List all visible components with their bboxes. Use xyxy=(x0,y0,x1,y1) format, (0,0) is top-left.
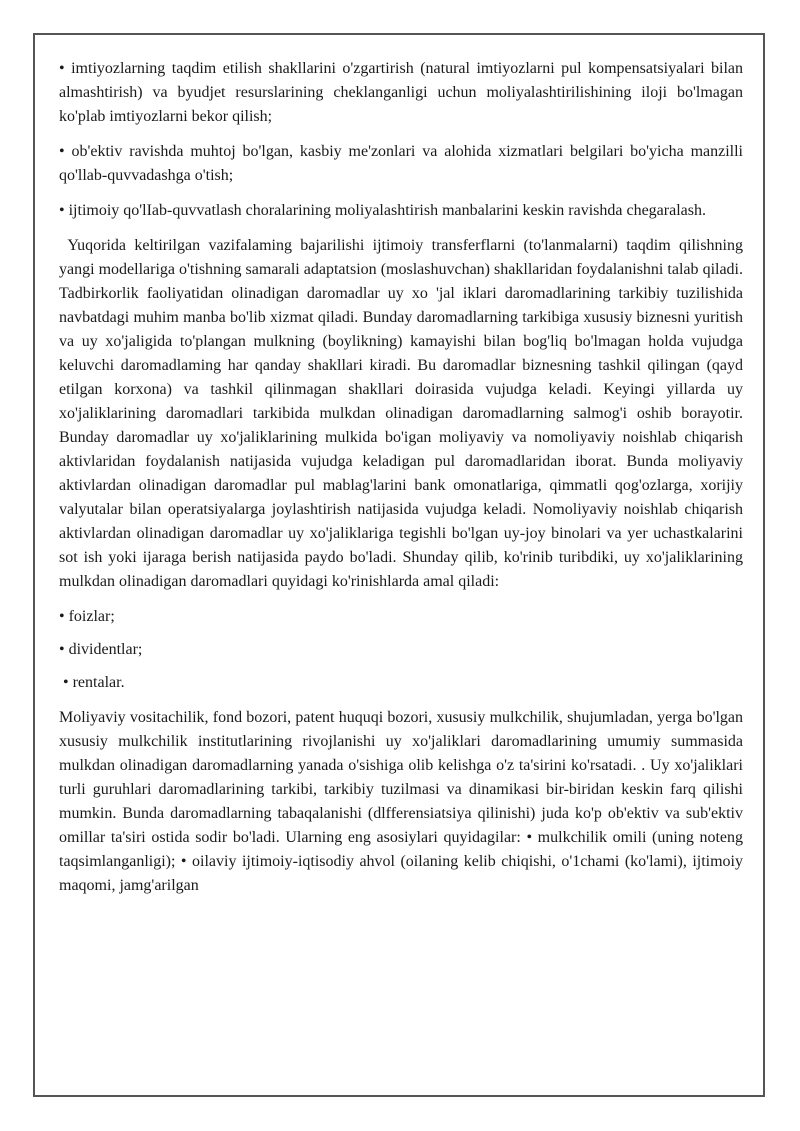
body-paragraph-income-sources: Yuqorida keltirilgan vazifalaming bajarilishi ijtimoiy transferflarni (to'lanmalarni) taqdim qilishning yangi modellariga o'tishning samarali adaptatsion (moslashuvchan) shakllaridan foydalanishni talab qiladi. Tadbirkorlik faoliyatidan olinadigan daromadlar uy xo 'jal iklari daromadlarining tarkibiy tuzilishida navbatdagi muhim manba bo'lib xizmat qiladi. Bunday daromadlarning tarkibiga xususiy biznesni yuritish va uy xo'jaligida to'plangan mulkning (boylikning) kamayishi bilan bog'liq bo'lmagan holda vujudga keluvchi daromadlaming har qanday shakllari kiradi. Bu daromadlar biznesning tashkil qilingan (qayd etilgan korxona) va tashkil qilinmagan shakllari doirasida vujudga keladi. Keyingi yillarda uy xo'jaliklarining daromadlari tarkibida mulkdan olinadigan daromadlarning salmog'i oshib borayotir. Bunday daromadlar uy xo'jaliklarining mulkida bo'igan moliyaviy va nomoliyaviy noishlab chiqarish aktivlaridan foydalanish natijasida vujudga keladigan pul daromadlaridan iborat. Bunda moliyaviy aktivlardan olinadigan daromadlar pul mablag'larini bank omonatlariga, qimmatli qog'ozlarga, xorijiy valyutalar bilan operatsiyalarga joylashtirish natijasida vujudga keladi. Nomoliyaviy noishlab chiqarish aktivlardan olinadigan daromadlar uy xo'jaliklariga tegishli bo'lgan uy-joy binolari va yer uchastkalarini sot ish yoki ijaraga berish natijasida paydo bo'ladi. Shunday qilib, ko'rinib turibdiki, uy xo'jaliklarining mulkdan olinadigan daromadlari quyidagi ko'rinishlarda amal qiladi: xyxy=(59,237,748,590)
bullet-paragraph-funding-limits: • ijtimoiy qo'lIab-quvvatlash choralarining moliyalashtirish manbalarini keskin ravishda chegaralash. xyxy=(59,202,706,219)
list-item-rents: • rentalar. xyxy=(59,674,125,691)
list-item-dividends: • dividentlar; xyxy=(59,641,143,658)
bullet-paragraph-benefits: • imtiyozlarning taqdim etilish shakllarini o'zgartirish (natural imtiyozlarni pul kompensatsiyalari bilan almashtirish) va byudjet resurslarining cheklanganligi uchun moliyalashtirilishining iloji bo'lmagan ko'plab imtiyozlarni bekor qilish; xyxy=(59,60,743,125)
bullet-paragraph-targeted-support: • ob'ektiv ravishda muhtoj bo'lgan, kasbiy me'zonlari va alohida xizmatlari belgilari bo'yicha manzilli qo'llab-quvvadashga o'tish; xyxy=(59,143,743,184)
page-frame xyxy=(33,33,765,1097)
list-item-interest: • foizlar; xyxy=(59,608,115,625)
body-paragraph-differentiation: Moliyaviy vositachilik, fond bozori, patent huquqi bozori, xususiy mulkchilik, shujumladan, yerga bo'lgan xususiy mulkchilik institutlarining rivojlanishi uy xo'jaliklari daromadlarining umumiy summasida mulkdan olinadigan daromadlarning yanada o'sishiga olib kelishga o'z ta'sirini ko'rsatadi. . Uy xo'jaliklari turli guruhlari daromadlarining tarkibi, tarkibiy tuzilmasi va dinamikasi bir-biridan keskin farq qilishi mumkin. Bunda daromadlarning tabaqalanishi (dlfferensiatsiya qilinishi) juda ko'p ob'ektiv va sub'ektiv omillar ta'siri ostida sodir bo'ladi. Ularning eng asosiylari quyidagilar: • mulkchilik omili (uning noteng taqsimlanganligi); • oilaviy ijtimoiy-iqtisodiy ahvol (oilaning kelib chiqishi, o'1chami (ko'lami), ijtimoiy maqomi, jamg'arilgan xyxy=(59,709,743,894)
document-body xyxy=(59,57,748,909)
